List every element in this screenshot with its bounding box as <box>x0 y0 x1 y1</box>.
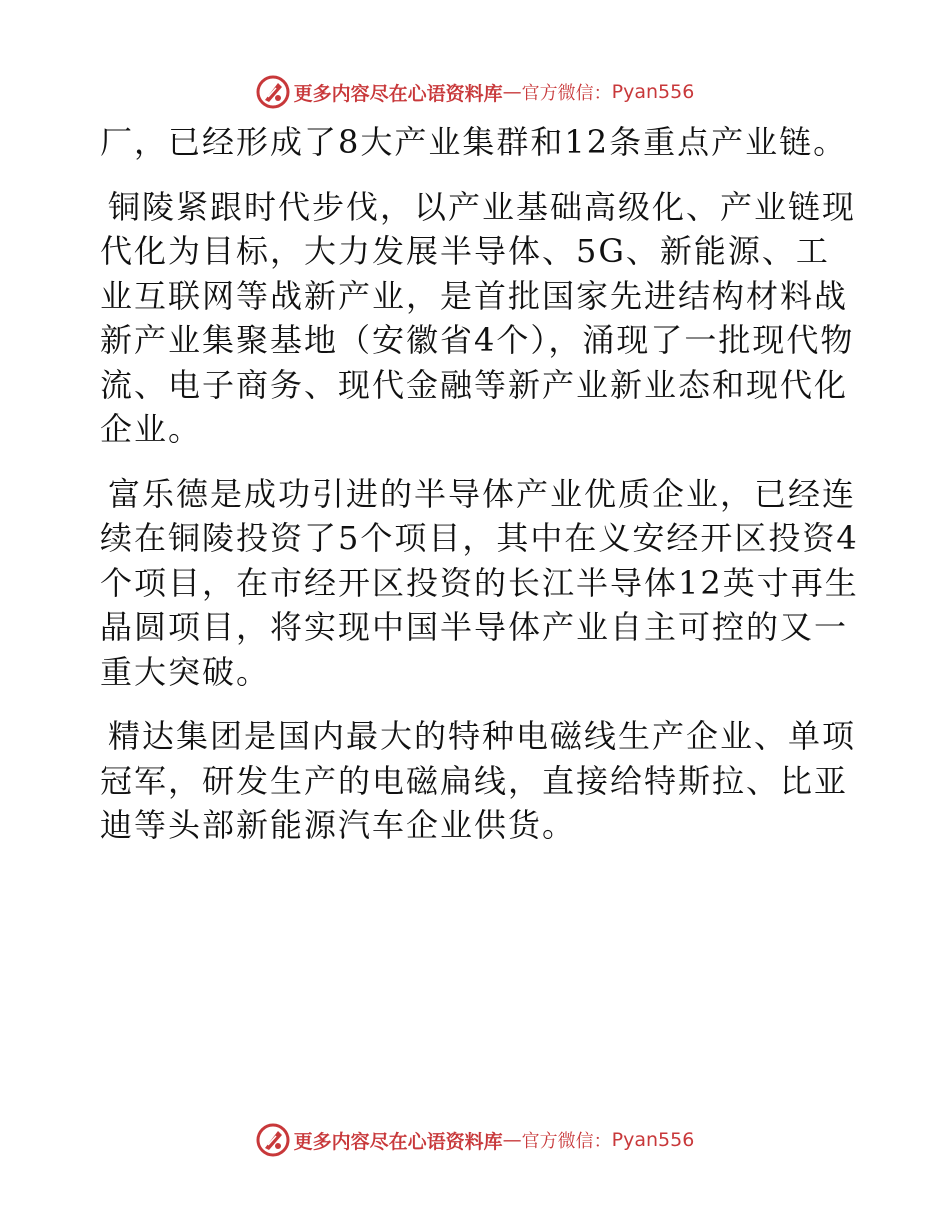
watermark-official-label: 官方微信： <box>521 1131 612 1152</box>
watermark-wechat-id: Pyan556 <box>611 81 695 103</box>
feather-pen-logo-icon <box>256 1123 290 1157</box>
paragraph-3: 富乐德是成功引进的半导体产业优质企业，已经连续在铜陵投资了5个项目，其中在义安经开区投资4个项目，在市经开区投资的长江半导体12英寸再生晶圆项目，将实现中国半导体产业自主可控的又一重大突破。 <box>100 474 859 691</box>
feather-pen-logo-icon <box>256 75 290 109</box>
footer-watermark <box>0 1120 950 1160</box>
paragraph-1: 厂，已经形成了8大产业集群和12条重点产业链。 <box>100 123 848 161</box>
paragraph-4: 精达集团是国内最大的特种电磁线生产企业、单项冠军，研发生产的电磁扁线，直接给特斯拉、比亚迪等头部新能源汽车企业供货。 <box>100 717 857 844</box>
watermark-dash: — <box>502 81 522 103</box>
header-watermark <box>0 72 950 112</box>
watermark-brand-text: 更多内容尽在心语资料库 <box>293 82 503 105</box>
paragraph-2: 铜陵紧跟时代步伐，以产业基础高级化、产业链现代化为目标，大力发展半导体、5G、新能源、工业互联网等战新产业，是首批国家先进结构材料战新产业集聚基地（安徽省4个），涌现了一批现代物流、电子商务、现代金融等新产业新业态和现代化企业。 <box>100 187 857 448</box>
watermark-dash: — <box>502 1129 522 1151</box>
document-body <box>100 120 860 848</box>
watermark-wechat-id: Pyan556 <box>611 1129 695 1151</box>
watermark-official-label: 官方微信： <box>521 83 612 104</box>
watermark-brand-text: 更多内容尽在心语资料库 <box>293 1130 503 1153</box>
